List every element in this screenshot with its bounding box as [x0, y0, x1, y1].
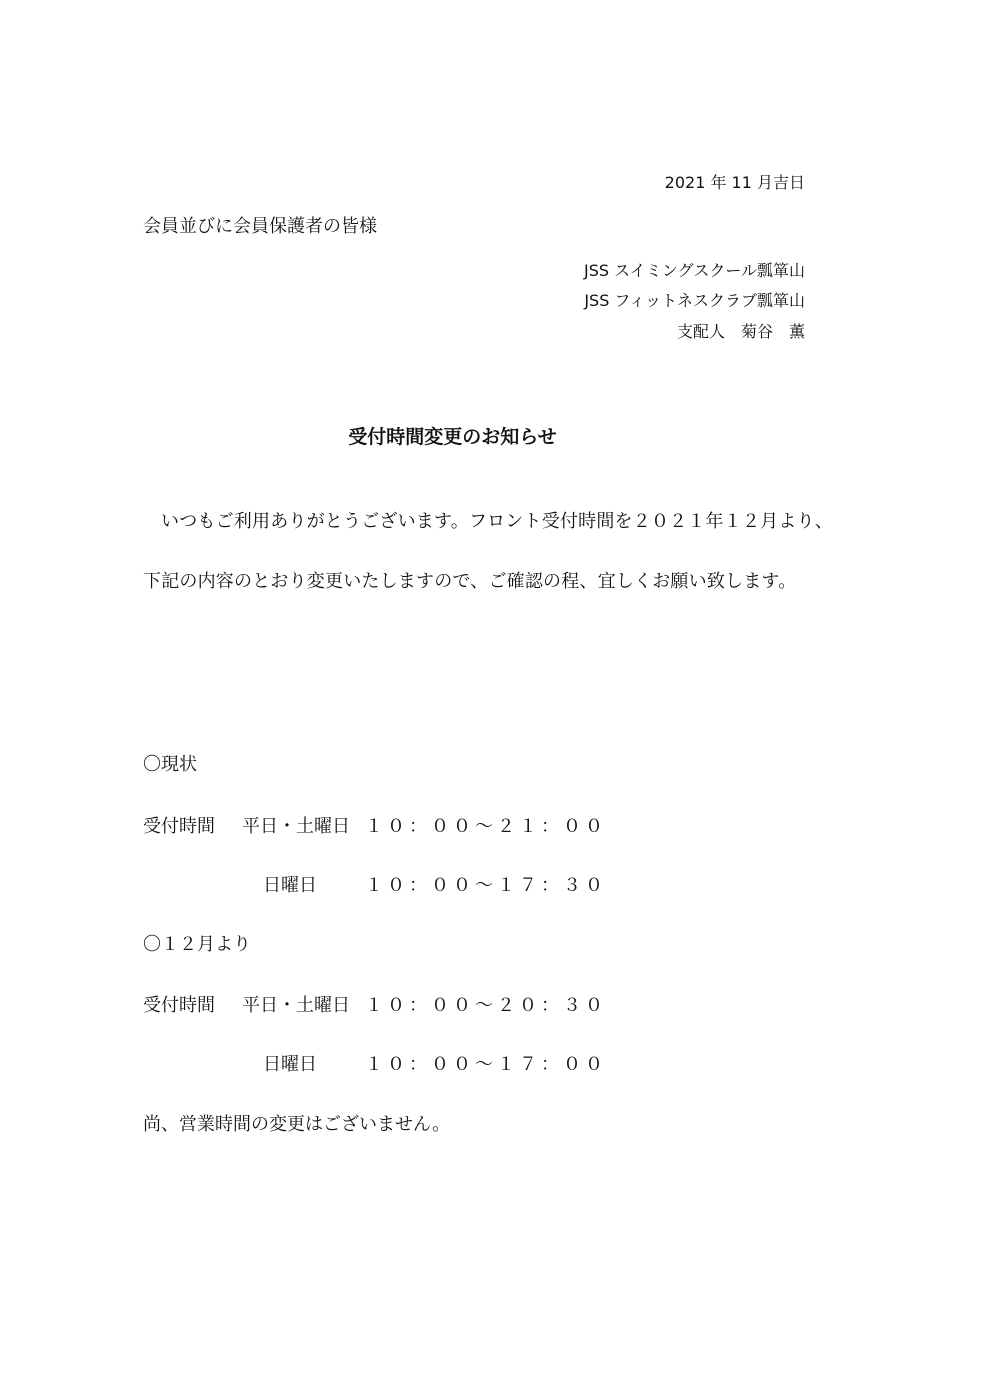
december-heading: 〇１２月より: [143, 934, 251, 955]
current-heading: 〇現状: [143, 754, 197, 775]
page-title: 受付時間変更のお知らせ: [348, 426, 557, 448]
document-date: 2021 年 11 月吉日: [664, 173, 805, 192]
december-weekday-sat-label: 平日・土曜日: [242, 995, 350, 1016]
sender-line-2: JSS フィットネスクラブ瓢箪山: [584, 291, 805, 310]
current-label: 受付時間: [143, 816, 215, 837]
december-weekday-sat-time: １０：００～２０：３０: [365, 995, 607, 1016]
body-paragraph: いつもご利用ありがとうございます。フロント受付時間を２０２１年１２月より、下記の内容のとおり変更いたしますので、ご確認の程、宜しくお願い致します。: [143, 511, 833, 592]
december-sunday-label: 日曜日: [263, 1054, 317, 1075]
current-sunday-time: １０：００～１７：３０: [365, 875, 607, 896]
sender-line-1: JSS スイミングスクール瓢箪山: [584, 261, 805, 280]
closing-note: 尚、営業時間の変更はございません。: [143, 1114, 451, 1135]
current-weekday-sat-label: 平日・土曜日: [242, 816, 350, 837]
addressee: 会員並びに会員保護者の皆様: [143, 216, 377, 237]
december-sunday-time: １０：００～１７：００: [365, 1054, 607, 1075]
current-sunday-label: 日曜日: [263, 875, 317, 896]
current-weekday-sat-time: １０：００～２１：００: [365, 816, 607, 837]
sender-line-3: 支配人 菊谷 薫: [676, 322, 805, 341]
december-label: 受付時間: [143, 995, 215, 1016]
